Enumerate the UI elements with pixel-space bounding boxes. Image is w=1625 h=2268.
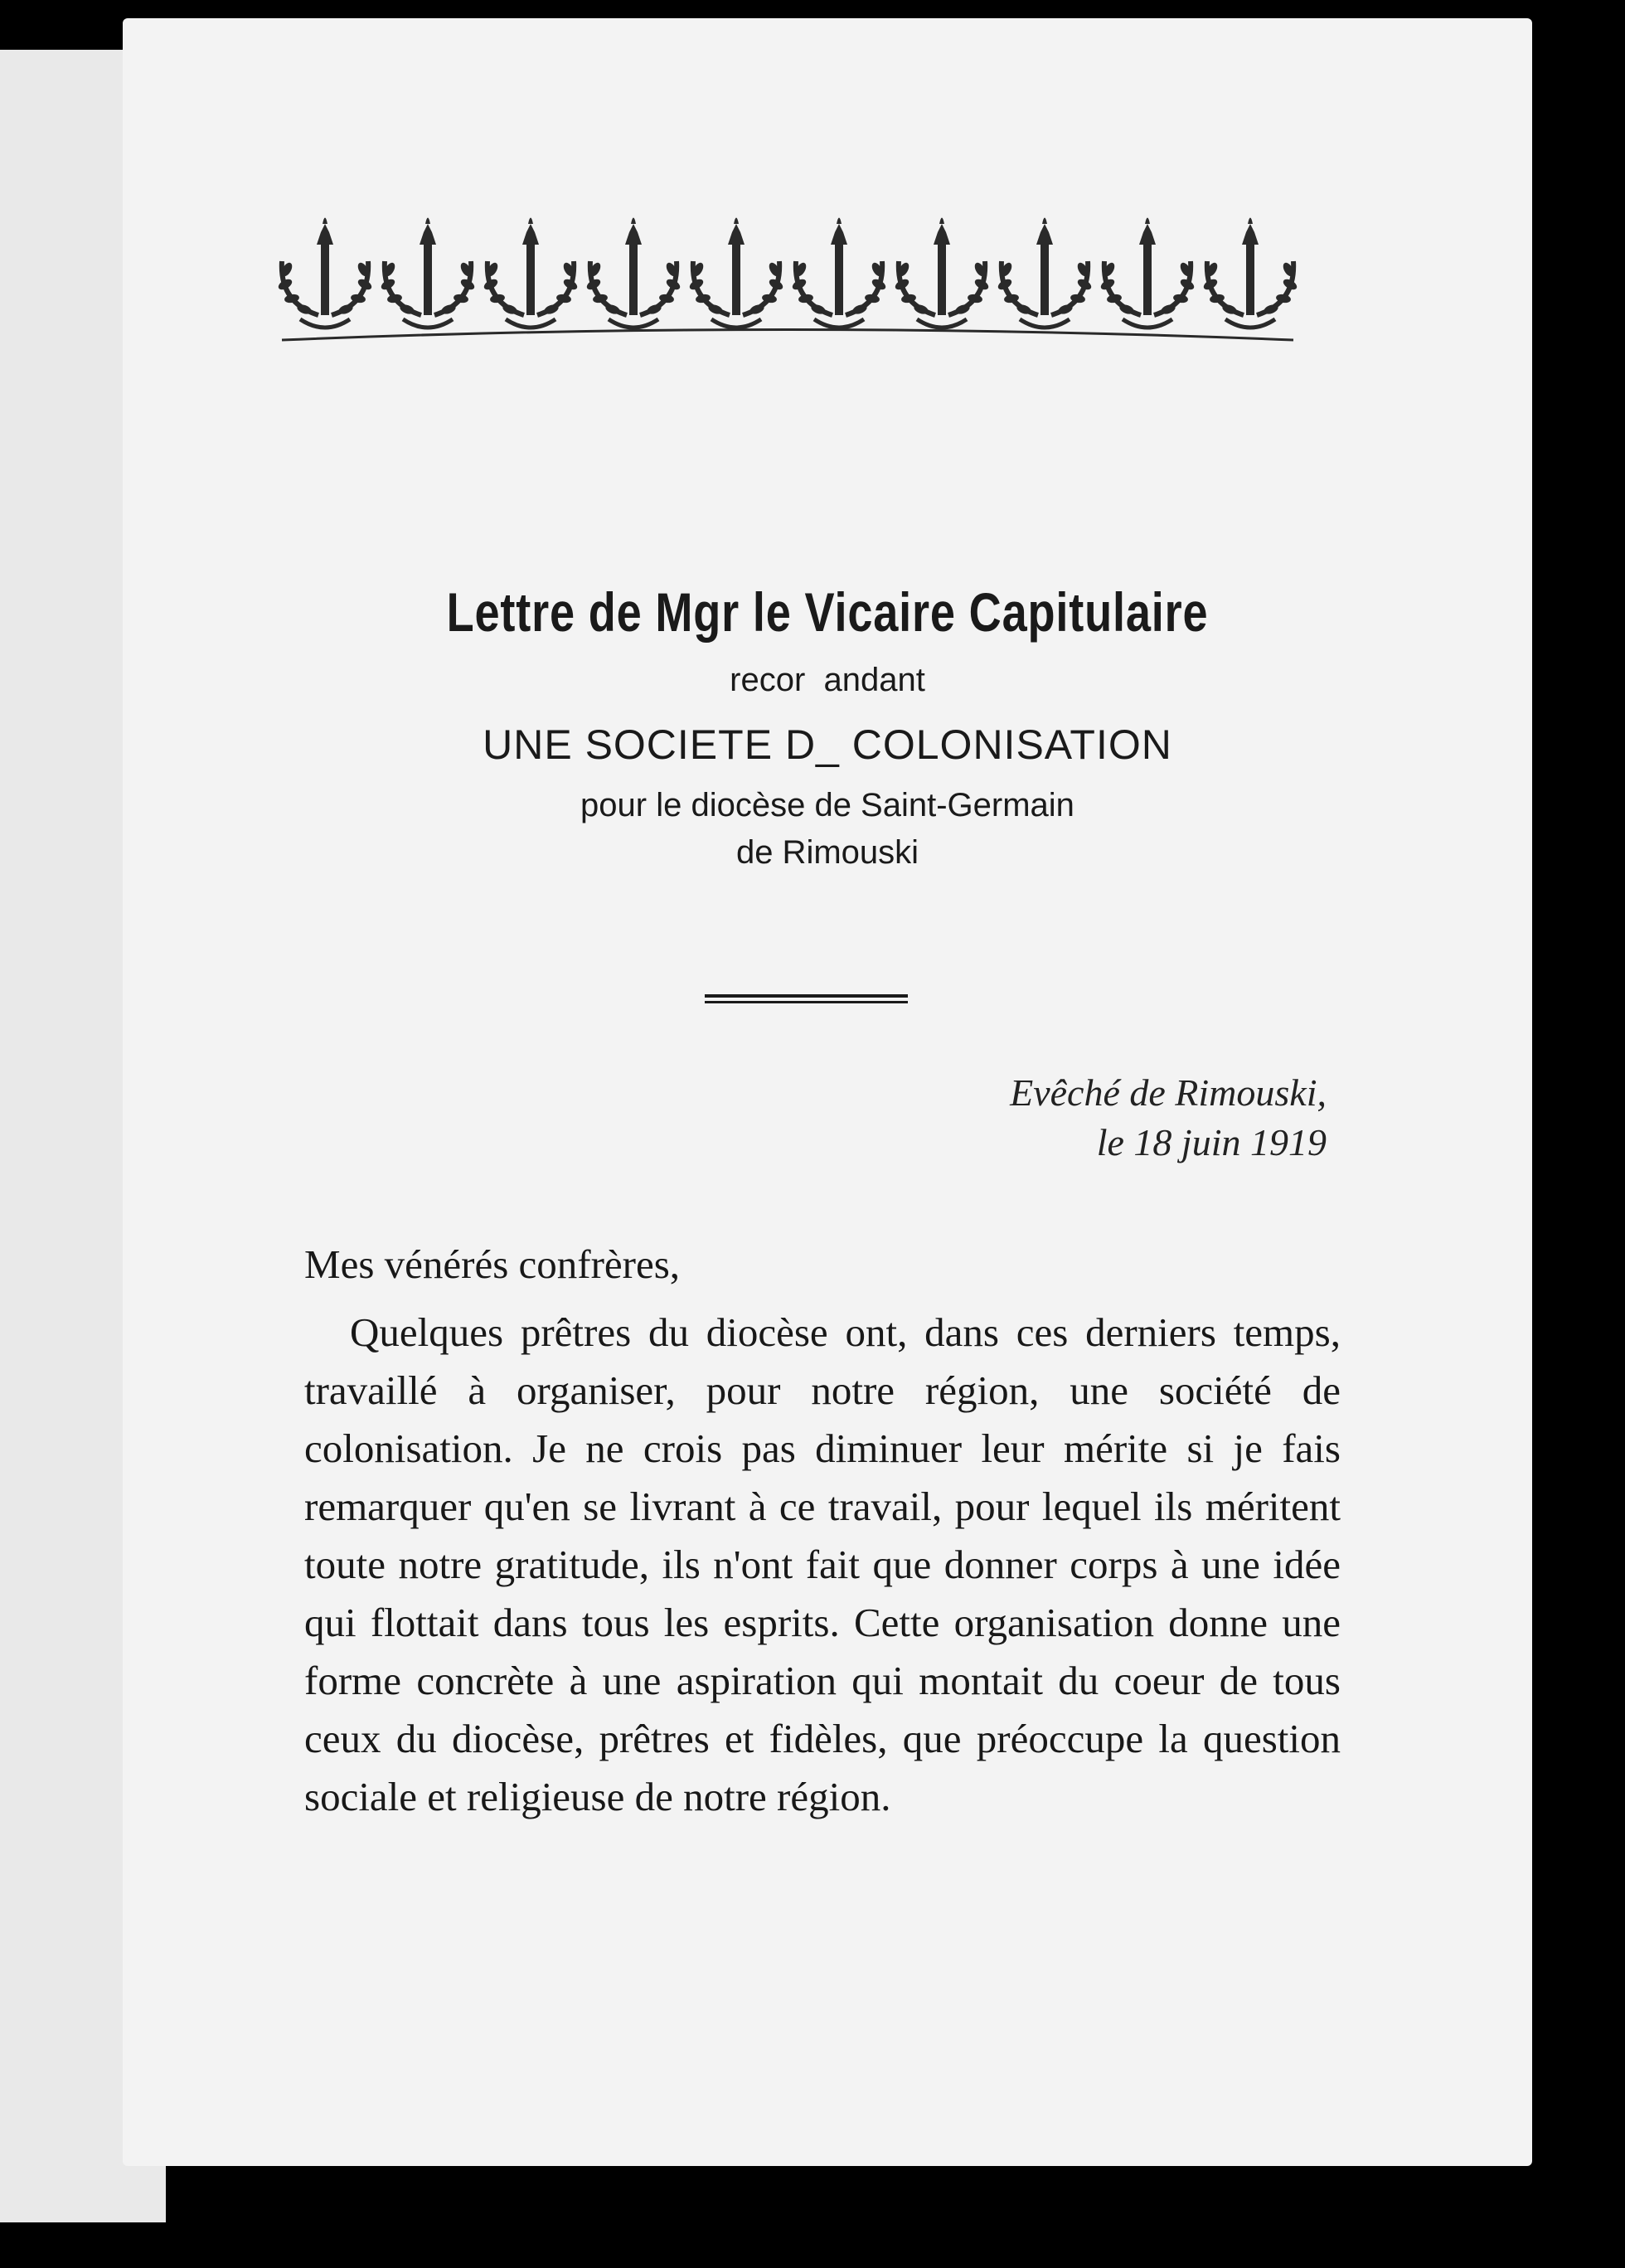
double-rule-divider: [705, 993, 908, 1005]
letter-subtitle: recor andant: [730, 662, 925, 698]
society-heading: UNE SOCIETE D_ COLONISATION: [483, 721, 1172, 768]
city-line: de Rimouski: [735, 834, 919, 871]
letter-title: Lettre de Mgr le Vicaire Capitulaire: [446, 581, 1209, 643]
body-paragraph: Quelques prêtres du diocèse ont, dans ces derniers temps, travaillé à organiser, pour notre région, une société de colonisation. Je ne crois pas diminuer leur mérite si je fais remarquer qu'en se livrant à ce travail, pour lequel ils méritent toute notre gratitude, ils n'ont fait que donner corps à une idée qui flottait dans tous les esprits. Cette organisation donne une forme concrète à une aspiration qui montait du coeur de tous ceux du diocèse, prêtres et fidèles, que préoccupe la question sociale et religieuse de notre région.: [304, 1309, 1341, 1819]
heading-block: [123, 580, 1532, 872]
dateline-date: le 18 juin 1919: [1096, 1121, 1327, 1163]
salutation: Mes vénérés confrères,: [304, 1241, 681, 1287]
dateline: [1010, 1068, 1327, 1168]
letter-body: [304, 1236, 1341, 1826]
diocese-line: pour le diocèse de Saint-Germain: [580, 787, 1074, 823]
laurel-torch-frieze-icon: [274, 211, 1302, 361]
dateline-place: Evêché de Rimouski,: [1010, 1071, 1327, 1114]
